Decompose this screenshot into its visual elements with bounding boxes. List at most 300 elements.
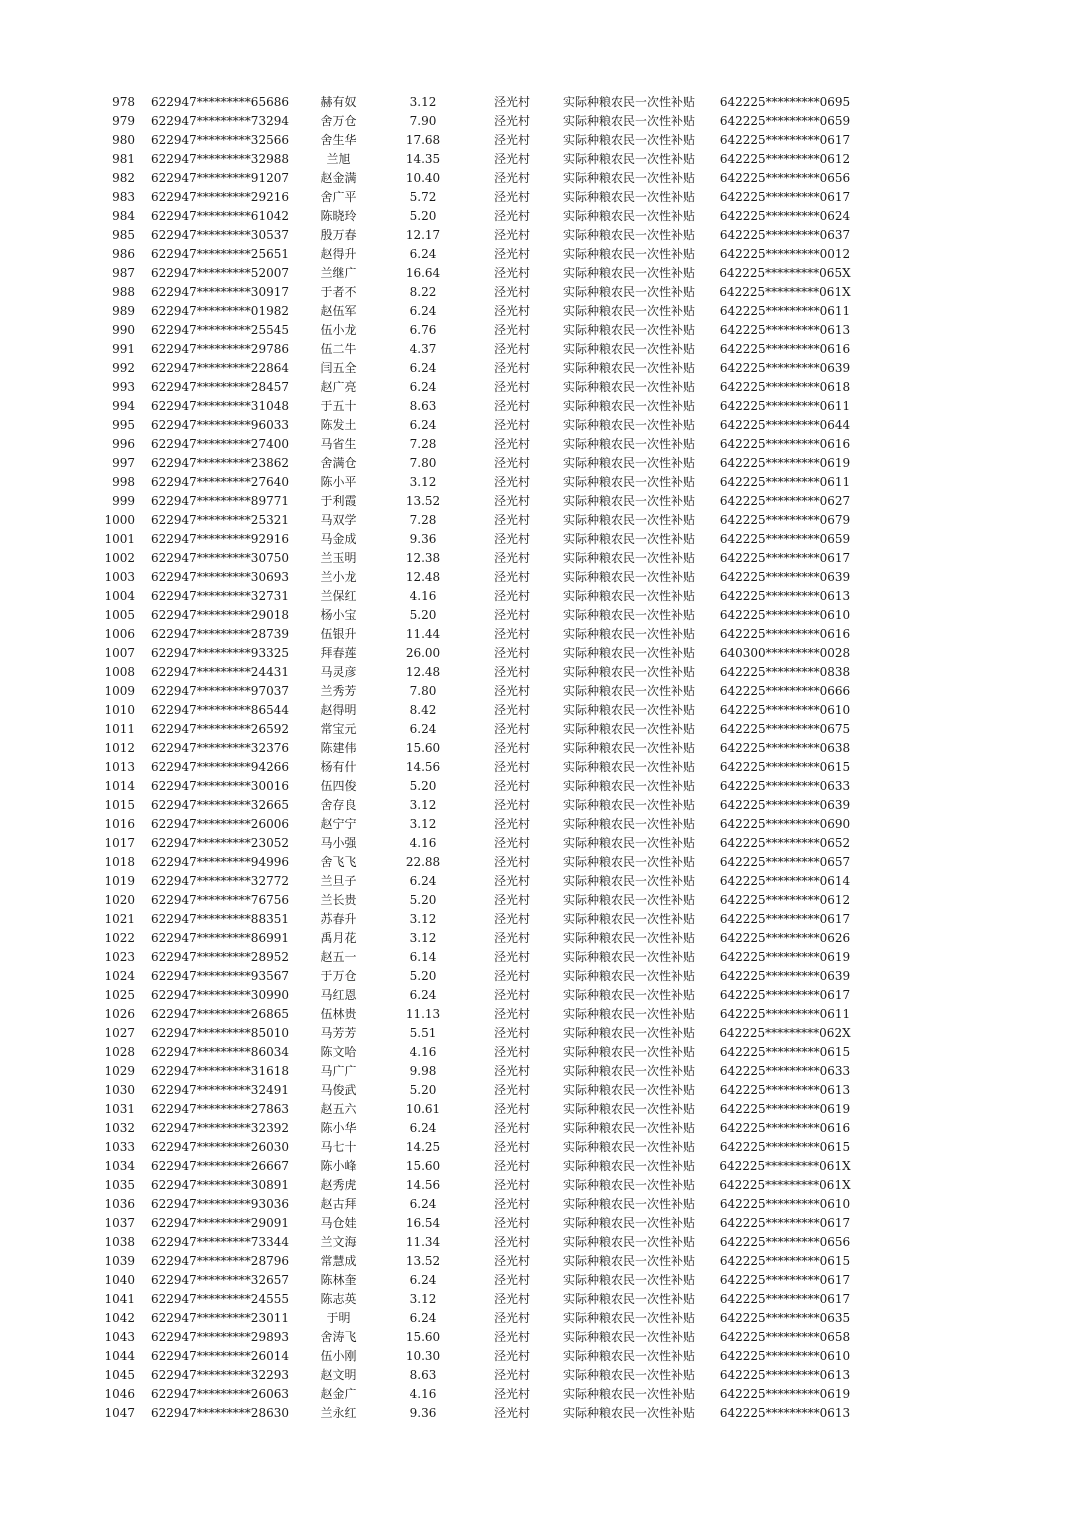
table-row	[0, 549, 865, 568]
subsidy-amount-cell: 5.20	[409, 969, 437, 983]
account-number-cell: 622947*********32772	[151, 874, 289, 888]
subsidy-amount-cell: 10.30	[405, 1349, 441, 1363]
account-number-cell: 622947*********28630	[151, 1406, 289, 1420]
id-number-cell: 642225*********0617	[719, 1216, 851, 1230]
subsidy-amount-cell: 13.52	[405, 1254, 441, 1268]
farmer-name-cell: 赵文明	[320, 1368, 357, 1382]
village-cell: 泾光村	[493, 247, 530, 261]
table-row	[0, 188, 865, 207]
farmer-name-cell: 马俊武	[320, 1083, 357, 1097]
row-number-cell: 1031	[104, 1102, 135, 1116]
farmer-name-cell: 赵得明	[320, 703, 357, 717]
subsidy-type-cell: 实际种粮农民一次性补贴	[562, 988, 695, 1002]
village-cell: 泾光村	[493, 893, 530, 907]
subsidy-type-cell: 实际种粮农民一次性补贴	[562, 779, 695, 793]
subsidy-amount-cell: 11.13	[405, 1007, 441, 1021]
row-number-cell: 1008	[104, 665, 135, 679]
account-number-cell: 622947*********29091	[151, 1216, 289, 1230]
id-number-cell: 642225*********0610	[719, 608, 851, 622]
farmer-name-cell: 马广广	[320, 1064, 357, 1078]
table-row	[0, 682, 865, 701]
row-number-cell: 1000	[104, 513, 135, 527]
village-cell: 泾光村	[493, 1159, 530, 1173]
row-number-cell: 1032	[104, 1121, 135, 1135]
subsidy-amount-cell: 6.24	[409, 722, 437, 736]
account-number-cell: 622947*********31048	[151, 399, 289, 413]
id-number-cell: 642225*********0652	[719, 836, 851, 850]
subsidy-amount-cell: 6.24	[409, 247, 437, 261]
account-number-cell: 622947*********86034	[151, 1045, 289, 1059]
row-number-cell: 984	[112, 209, 135, 223]
subsidy-amount-cell: 4.16	[409, 589, 437, 603]
row-number-cell: 1047	[104, 1406, 135, 1420]
farmer-name-cell: 赵得升	[320, 247, 357, 261]
id-number-cell: 642225*********0613	[719, 589, 851, 603]
farmer-name-cell: 赵金广	[320, 1387, 357, 1401]
subsidy-amount-cell: 6.24	[409, 418, 437, 432]
village-cell: 泾光村	[493, 665, 530, 679]
subsidy-amount-cell: 9.36	[409, 1406, 437, 1420]
table-row	[0, 720, 865, 739]
farmer-name-cell: 闫五全	[320, 361, 357, 375]
farmer-name-cell: 陈志英	[320, 1292, 357, 1306]
subsidy-amount-cell: 14.35	[405, 152, 441, 166]
account-number-cell: 622947*********30693	[151, 570, 289, 584]
village-cell: 泾光村	[493, 1406, 530, 1420]
village-cell: 泾光村	[493, 418, 530, 432]
account-number-cell: 622947*********28457	[151, 380, 289, 394]
subsidy-type-cell: 实际种粮农民一次性补贴	[562, 1121, 695, 1135]
account-number-cell: 622947*********29786	[151, 342, 289, 356]
village-cell: 泾光村	[493, 969, 530, 983]
id-number-cell: 642225*********0639	[719, 798, 851, 812]
subsidy-type-cell: 实际种粮农民一次性补贴	[562, 931, 695, 945]
id-number-cell: 642225*********0613	[719, 1368, 851, 1382]
row-number-cell: 1017	[104, 836, 135, 850]
row-number-cell: 985	[112, 228, 135, 242]
row-number-cell: 1038	[104, 1235, 135, 1249]
table-row	[0, 207, 865, 226]
subsidy-type-cell: 实际种粮农民一次性补贴	[562, 1368, 695, 1382]
id-number-cell: 642225*********0619	[719, 1102, 851, 1116]
village-cell: 泾光村	[493, 855, 530, 869]
account-number-cell: 622947*********30750	[151, 551, 289, 565]
village-cell: 泾光村	[493, 152, 530, 166]
village-cell: 泾光村	[493, 589, 530, 603]
subsidy-type-cell: 实际种粮农民一次性补贴	[562, 1273, 695, 1287]
account-number-cell: 622947*********25651	[151, 247, 289, 261]
subsidy-type-cell: 实际种粮农民一次性补贴	[562, 1292, 695, 1306]
row-number-cell: 1037	[104, 1216, 135, 1230]
farmer-name-cell: 兰玉明	[320, 551, 357, 565]
subsidy-type-cell: 实际种粮农民一次性补贴	[562, 114, 695, 128]
subsidy-type-cell: 实际种粮农民一次性补贴	[562, 1330, 695, 1344]
id-number-cell: 642225*********0639	[719, 570, 851, 584]
id-number-cell: 642225*********0611	[719, 399, 851, 413]
subsidy-amount-cell: 6.24	[409, 1311, 437, 1325]
subsidy-amount-cell: 17.68	[405, 133, 441, 147]
subsidy-type-cell: 实际种粮农民一次性补贴	[562, 760, 695, 774]
subsidy-amount-cell: 13.52	[405, 494, 441, 508]
id-number-cell: 642225*********0659	[719, 114, 851, 128]
farmer-name-cell: 兰秀芳	[320, 684, 357, 698]
subsidy-type-cell: 实际种粮农民一次性补贴	[562, 1064, 695, 1078]
account-number-cell: 622947*********94266	[151, 760, 289, 774]
farmer-name-cell: 杨有什	[320, 760, 357, 774]
farmer-name-cell: 伍四俊	[320, 779, 357, 793]
table-row	[0, 302, 865, 321]
village-cell: 泾光村	[493, 627, 530, 641]
farmer-name-cell: 陈文哈	[320, 1045, 357, 1059]
subsidy-type-cell: 实际种粮农民一次性补贴	[562, 969, 695, 983]
id-number-cell: 642225*********0626	[719, 931, 851, 945]
account-number-cell: 622947*********25321	[151, 513, 289, 527]
village-cell: 泾光村	[493, 380, 530, 394]
account-number-cell: 622947*********86991	[151, 931, 289, 945]
row-number-cell: 1019	[104, 874, 135, 888]
village-cell: 泾光村	[493, 95, 530, 109]
subsidy-type-cell: 实际种粮农民一次性补贴	[562, 95, 695, 109]
account-number-cell: 622947*********26014	[151, 1349, 289, 1363]
id-number-cell: 642225*********0615	[719, 1254, 851, 1268]
subsidy-type-cell: 实际种粮农民一次性补贴	[562, 1311, 695, 1325]
row-number-cell: 982	[112, 171, 135, 185]
subsidy-amount-cell: 3.12	[409, 475, 437, 489]
village-cell: 泾光村	[493, 494, 530, 508]
farmer-name-cell: 伍小刚	[320, 1349, 357, 1363]
row-number-cell: 980	[112, 133, 135, 147]
farmer-name-cell: 陈晓玲	[320, 209, 357, 223]
row-number-cell: 1025	[104, 988, 135, 1002]
id-number-cell: 642225*********0616	[719, 342, 851, 356]
row-number-cell: 1024	[104, 969, 135, 983]
subsidy-amount-cell: 8.63	[409, 1368, 437, 1382]
account-number-cell: 622947*********28796	[151, 1254, 289, 1268]
row-number-cell: 1006	[104, 627, 135, 641]
id-number-cell: 642225*********0638	[719, 741, 851, 755]
subsidy-type-cell: 实际种粮农民一次性补贴	[562, 893, 695, 907]
row-number-cell: 983	[112, 190, 135, 204]
account-number-cell: 622947*********32293	[151, 1368, 289, 1382]
village-cell: 泾光村	[493, 285, 530, 299]
subsidy-type-cell: 实际种粮农民一次性补贴	[562, 855, 695, 869]
village-cell: 泾光村	[493, 114, 530, 128]
account-number-cell: 622947*********30917	[151, 285, 289, 299]
table-row	[0, 112, 865, 131]
table-row	[0, 473, 865, 492]
village-cell: 泾光村	[493, 988, 530, 1002]
subsidy-amount-cell: 6.24	[409, 304, 437, 318]
subsidy-amount-cell: 11.44	[405, 627, 441, 641]
village-cell: 泾光村	[493, 228, 530, 242]
row-number-cell: 986	[112, 247, 135, 261]
subsidy-amount-cell: 5.20	[409, 893, 437, 907]
table-row	[0, 815, 865, 834]
account-number-cell: 622947*********92916	[151, 532, 289, 546]
row-number-cell: 1034	[104, 1159, 135, 1173]
subsidy-type-cell: 实际种粮农民一次性补贴	[562, 627, 695, 641]
farmer-name-cell: 伍小龙	[320, 323, 357, 337]
farmer-name-cell: 赵五一	[320, 950, 357, 964]
id-number-cell: 642225*********0695	[719, 95, 851, 109]
row-number-cell: 991	[112, 342, 135, 356]
id-number-cell: 642225*********0616	[719, 437, 851, 451]
row-number-cell: 979	[112, 114, 135, 128]
subsidy-type-cell: 实际种粮农民一次性补贴	[562, 532, 695, 546]
subsidy-type-cell: 实际种粮农民一次性补贴	[562, 285, 695, 299]
table-row	[0, 340, 865, 359]
farmer-name-cell: 舍存良	[320, 798, 357, 812]
village-cell: 泾光村	[493, 475, 530, 489]
subsidy-type-cell: 实际种粮农民一次性补贴	[562, 133, 695, 147]
row-number-cell: 1036	[104, 1197, 135, 1211]
subsidy-type-cell: 实际种粮农民一次性补贴	[562, 1254, 695, 1268]
table-row	[0, 568, 865, 587]
farmer-name-cell: 于五十	[320, 399, 357, 413]
subsidy-amount-cell: 12.17	[405, 228, 441, 242]
subsidy-type-cell: 实际种粮农民一次性补贴	[562, 722, 695, 736]
subsidy-amount-cell: 12.38	[405, 551, 441, 565]
id-number-cell: 642225*********0612	[719, 893, 851, 907]
subsidy-amount-cell: 9.36	[409, 532, 437, 546]
subsidy-type-cell: 实际种粮农民一次性补贴	[562, 665, 695, 679]
row-number-cell: 981	[112, 152, 135, 166]
subsidy-type-cell: 实际种粮农民一次性补贴	[562, 646, 695, 660]
village-cell: 泾光村	[493, 437, 530, 451]
table-row	[0, 245, 865, 264]
account-number-cell: 622947*********32665	[151, 798, 289, 812]
subsidy-type-cell: 实际种粮农民一次性补贴	[562, 266, 695, 280]
table-row	[0, 397, 865, 416]
farmer-name-cell: 杨小宝	[320, 608, 357, 622]
subsidy-type-cell: 实际种粮农民一次性补贴	[562, 323, 695, 337]
account-number-cell: 622947*********65686	[151, 95, 289, 109]
id-number-cell: 642225*********061X	[719, 1159, 851, 1173]
id-number-cell: 642225*********0617	[719, 1292, 851, 1306]
table-row	[0, 454, 865, 473]
row-number-cell: 1002	[104, 551, 135, 565]
table-row	[0, 701, 865, 720]
id-number-cell: 642225*********061X	[719, 285, 851, 299]
id-number-cell: 642225*********0617	[719, 912, 851, 926]
row-number-cell: 1039	[104, 1254, 135, 1268]
village-cell: 泾光村	[493, 551, 530, 565]
farmer-name-cell: 于万仓	[320, 969, 357, 983]
account-number-cell: 622947*********30990	[151, 988, 289, 1002]
row-number-cell: 1033	[104, 1140, 135, 1154]
subsidy-amount-cell: 4.16	[409, 1387, 437, 1401]
row-number-cell: 1012	[104, 741, 135, 755]
row-number-cell: 1011	[104, 722, 135, 736]
farmer-name-cell: 赵金满	[320, 171, 357, 185]
subsidy-amount-cell: 3.12	[409, 817, 437, 831]
row-number-cell: 1040	[104, 1273, 135, 1287]
subsidy-type-cell: 实际种粮农民一次性补贴	[562, 304, 695, 318]
subsidy-amount-cell: 11.34	[405, 1235, 441, 1249]
account-number-cell: 622947*********29893	[151, 1330, 289, 1344]
subsidy-type-cell: 实际种粮农民一次性补贴	[562, 1159, 695, 1173]
village-cell: 泾光村	[493, 1216, 530, 1230]
table-row	[0, 910, 865, 929]
row-number-cell: 1045	[104, 1368, 135, 1382]
account-number-cell: 622947*********97037	[151, 684, 289, 698]
account-number-cell: 622947*********23052	[151, 836, 289, 850]
farmer-name-cell: 禹月花	[320, 931, 357, 945]
village-cell: 泾光村	[493, 1273, 530, 1287]
subsidy-amount-cell: 6.24	[409, 361, 437, 375]
table-row	[0, 758, 865, 777]
id-number-cell: 642225*********0627	[719, 494, 851, 508]
id-number-cell: 642225*********0610	[719, 1349, 851, 1363]
table-row	[0, 1005, 865, 1024]
farmer-name-cell: 陈小峰	[320, 1159, 357, 1173]
village-cell: 泾光村	[493, 1026, 530, 1040]
account-number-cell: 622947*********86544	[151, 703, 289, 717]
id-number-cell: 642225*********0610	[719, 703, 851, 717]
farmer-name-cell: 伍银升	[320, 627, 357, 641]
table-row	[0, 1328, 865, 1347]
account-number-cell: 622947*********26063	[151, 1387, 289, 1401]
account-number-cell: 622947*********27400	[151, 437, 289, 451]
village-cell: 泾光村	[493, 722, 530, 736]
account-number-cell: 622947*********96033	[151, 418, 289, 432]
village-cell: 泾光村	[493, 1311, 530, 1325]
table-row	[0, 1233, 865, 1252]
farmer-name-cell: 伍林贵	[320, 1007, 357, 1021]
village-cell: 泾光村	[493, 741, 530, 755]
account-number-cell: 622947*********94996	[151, 855, 289, 869]
table-row	[0, 872, 865, 891]
table-row	[0, 1385, 865, 1404]
table-row	[0, 530, 865, 549]
subsidy-amount-cell: 8.42	[409, 703, 437, 717]
village-cell: 泾光村	[493, 931, 530, 945]
row-number-cell: 1003	[104, 570, 135, 584]
subsidy-type-cell: 实际种粮农民一次性补贴	[562, 589, 695, 603]
farmer-name-cell: 舍满仓	[320, 456, 357, 470]
village-cell: 泾光村	[493, 1140, 530, 1154]
table-row	[0, 435, 865, 454]
account-number-cell: 622947*********32491	[151, 1083, 289, 1097]
id-number-cell: 642225*********0611	[719, 475, 851, 489]
table-row	[0, 1024, 865, 1043]
subsidy-amount-cell: 6.24	[409, 988, 437, 1002]
subsidy-type-cell: 实际种粮农民一次性补贴	[562, 836, 695, 850]
table-row	[0, 1404, 865, 1423]
subsidy-type-cell: 实际种粮农民一次性补贴	[562, 950, 695, 964]
id-number-cell: 642225*********0619	[719, 950, 851, 964]
subsidy-amount-cell: 10.40	[405, 171, 441, 185]
row-number-cell: 992	[112, 361, 135, 375]
account-number-cell: 622947*********73344	[151, 1235, 289, 1249]
id-number-cell: 642225*********0666	[719, 684, 851, 698]
village-cell: 泾光村	[493, 836, 530, 850]
account-number-cell: 622947*********28952	[151, 950, 289, 964]
table-row	[0, 644, 865, 663]
subsidy-type-cell: 实际种粮农民一次性补贴	[562, 551, 695, 565]
id-number-cell: 642225*********0619	[719, 456, 851, 470]
subsidy-type-cell: 实际种粮农民一次性补贴	[562, 494, 695, 508]
farmer-name-cell: 马双学	[320, 513, 357, 527]
row-number-cell: 1018	[104, 855, 135, 869]
farmer-name-cell: 兰旭	[326, 152, 351, 166]
id-number-cell: 642225*********0615	[719, 1140, 851, 1154]
id-number-cell: 642225*********0616	[719, 627, 851, 641]
row-number-cell: 999	[112, 494, 135, 508]
table-row	[0, 150, 865, 169]
village-cell: 泾光村	[493, 1178, 530, 1192]
account-number-cell: 622947*********26592	[151, 722, 289, 736]
table-body	[0, 93, 865, 1423]
village-cell: 泾光村	[493, 266, 530, 280]
row-number-cell: 1026	[104, 1007, 135, 1021]
table-row	[0, 777, 865, 796]
farmer-name-cell: 陈发土	[320, 418, 357, 432]
village-cell: 泾光村	[493, 513, 530, 527]
subsidy-amount-cell: 8.22	[409, 285, 437, 299]
farmer-name-cell: 于者不	[320, 285, 357, 299]
row-number-cell: 1005	[104, 608, 135, 622]
village-cell: 泾光村	[493, 323, 530, 337]
farmer-name-cell: 马仓娃	[320, 1216, 357, 1230]
farmer-name-cell: 常慧成	[320, 1254, 357, 1268]
id-number-cell: 642225*********0637	[719, 228, 851, 242]
village-cell: 泾光村	[493, 1292, 530, 1306]
subsidy-amount-cell: 6.76	[409, 323, 437, 337]
subsidy-type-cell: 实际种粮农民一次性补贴	[562, 1026, 695, 1040]
subsidy-amount-cell: 15.60	[405, 1159, 441, 1173]
subsidy-type-cell: 实际种粮农民一次性补贴	[562, 228, 695, 242]
row-number-cell: 1023	[104, 950, 135, 964]
id-number-cell: 642225*********0657	[719, 855, 851, 869]
farmer-name-cell: 殷万春	[320, 228, 357, 242]
account-number-cell: 622947*********76756	[151, 893, 289, 907]
id-number-cell: 642225*********0617	[719, 1273, 851, 1287]
account-number-cell: 622947*********32731	[151, 589, 289, 603]
subsidy-type-cell: 实际种粮农民一次性补贴	[562, 247, 695, 261]
subsidy-table	[0, 93, 865, 1423]
subsidy-type-cell: 实际种粮农民一次性补贴	[562, 513, 695, 527]
village-cell: 泾光村	[493, 342, 530, 356]
row-number-cell: 987	[112, 266, 135, 280]
subsidy-type-cell: 实际种粮农民一次性补贴	[562, 1197, 695, 1211]
table-row	[0, 226, 865, 245]
farmer-name-cell: 陈林奎	[320, 1273, 357, 1287]
account-number-cell: 622947*********93567	[151, 969, 289, 983]
row-number-cell: 1020	[104, 893, 135, 907]
id-number-cell: 642225*********0614	[719, 874, 851, 888]
village-cell: 泾光村	[493, 1064, 530, 1078]
subsidy-amount-cell: 26.00	[405, 646, 441, 660]
id-number-cell: 642225*********0635	[719, 1311, 851, 1325]
subsidy-type-cell: 实际种粮农民一次性补贴	[562, 209, 695, 223]
id-number-cell: 642225*********0611	[719, 304, 851, 318]
subsidy-type-cell: 实际种粮农民一次性补贴	[562, 1140, 695, 1154]
subsidy-amount-cell: 3.12	[409, 95, 437, 109]
farmer-name-cell: 兰继广	[320, 266, 357, 280]
subsidy-type-cell: 实际种粮农民一次性补贴	[562, 912, 695, 926]
village-cell: 泾光村	[493, 1102, 530, 1116]
subsidy-amount-cell: 16.64	[405, 266, 441, 280]
row-number-cell: 1001	[104, 532, 135, 546]
table-row	[0, 378, 865, 397]
account-number-cell: 622947*********26006	[151, 817, 289, 831]
farmer-name-cell: 兰保红	[320, 589, 357, 603]
subsidy-type-cell: 实际种粮农民一次性补贴	[562, 456, 695, 470]
row-number-cell: 1015	[104, 798, 135, 812]
table-row	[0, 1347, 865, 1366]
id-number-cell: 642225*********0656	[719, 1235, 851, 1249]
